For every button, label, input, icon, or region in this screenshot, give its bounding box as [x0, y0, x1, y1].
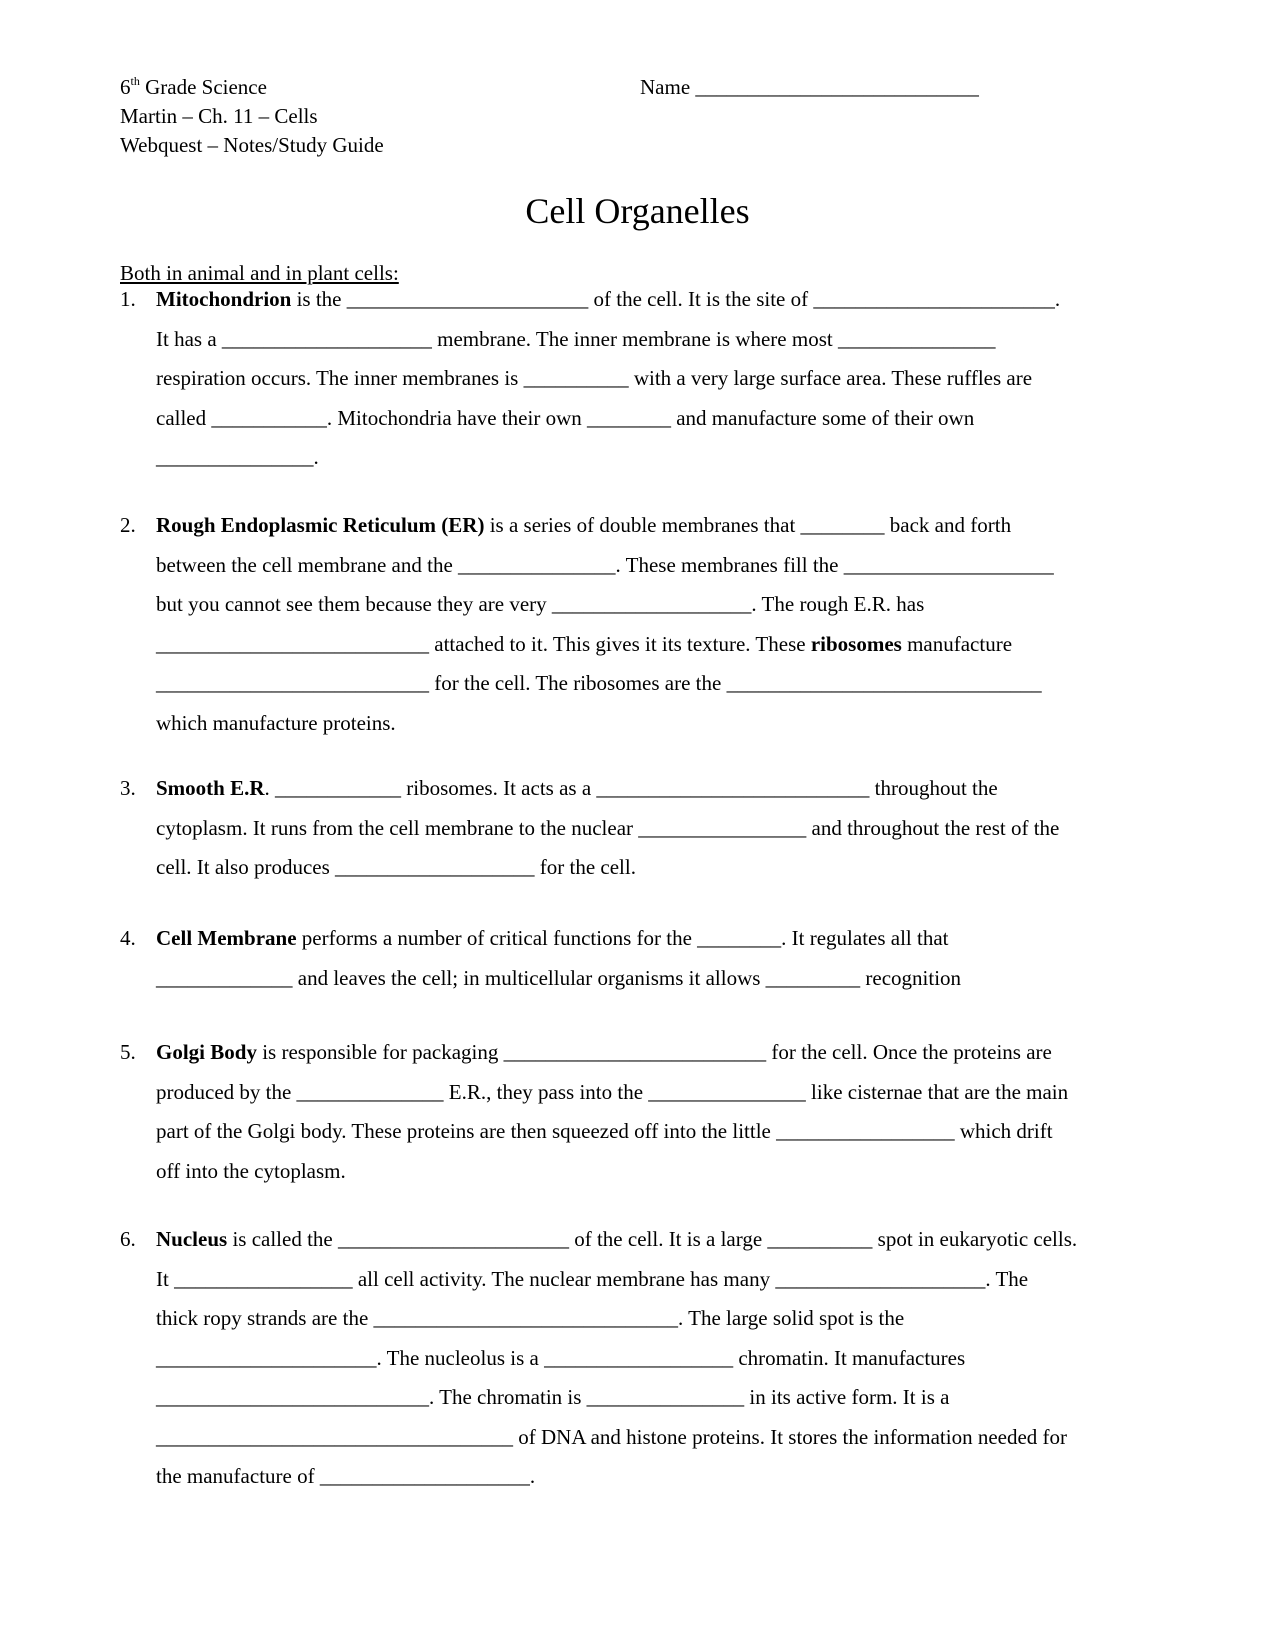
- question-line: the manufacture of ____________________.: [156, 1464, 536, 1488]
- assignment-label: Webquest – Notes/Study Guide: [120, 133, 384, 157]
- grade-suffix: th: [130, 74, 140, 88]
- question-line: __________________________________ of DNA and histone proteins. It stores the information needed for: [156, 1424, 1068, 1449]
- question-line: [156, 632, 1196, 672]
- grade-number: 6: [120, 75, 131, 99]
- term-label: Mitochondrion: [156, 287, 292, 311]
- line-text: manufacture: [901, 631, 1013, 656]
- question-line: part of the Golgi body. These proteins are then squeezed off into the little _________________ which drift: [156, 1119, 1053, 1143]
- question-line: which manufacture proteins.: [156, 710, 396, 735]
- question-number: 2.: [120, 513, 136, 537]
- question-line: [156, 287, 1196, 327]
- question-line: thick ropy strands are the _____________________________. The large solid spot is the: [156, 1306, 905, 1330]
- line-text: is the _______________________ of the cell. It is the site of _______________________.: [291, 287, 1061, 311]
- question-line: produced by the ______________ E.R., they pass into the _______________ like cisternae that are the main: [156, 1079, 1069, 1104]
- question-line: cell. It also produces ___________________ for the cell.: [156, 855, 636, 879]
- question-line: [156, 776, 1196, 816]
- question-line: _______________.: [156, 445, 319, 469]
- line-text: . ____________ ribosomes. It acts as a __________________________ throughout the: [264, 776, 998, 800]
- course-label: [120, 73, 384, 102]
- question-line: It has a ____________________ membrane. The inner membrane is where most _______________: [156, 326, 996, 351]
- line-text: is a series of double membranes that ________ back and forth: [484, 513, 1012, 537]
- question-number: 6.: [120, 1227, 136, 1251]
- line-text: is called the ______________________ of the cell. It is a large __________ spot in eukaryotic cells.: [227, 1227, 1078, 1251]
- teacher-chapter-label: Martin – Ch. 11 – Cells: [120, 104, 318, 128]
- term-label: Rough Endoplasmic Reticulum (ER): [156, 513, 485, 537]
- question-line: __________________________ for the cell. The ribosomes are the ______________________________: [156, 671, 1042, 695]
- question-line: off into the cytoplasm.: [156, 1158, 346, 1183]
- header-block: [120, 73, 384, 160]
- question-number: 3.: [120, 776, 136, 800]
- grade-text: Grade Science: [139, 75, 267, 99]
- question-line: _____________________. The nucleolus is a __________________ chromatin. It manufactures: [156, 1345, 966, 1370]
- question-line: [156, 513, 1196, 553]
- question-line: cytoplasm. It runs from the cell membrane to the nuclear ________________ and throughout the rest of the: [156, 815, 1060, 840]
- question-number: 4.: [120, 926, 136, 950]
- question-line: [156, 1227, 1196, 1267]
- term-label: ribosomes: [810, 631, 902, 656]
- question-line: between the cell membrane and the _______________. These membranes fill the ____________________: [156, 552, 1054, 577]
- page-title: Cell Organelles: [525, 191, 750, 231]
- term-label: Smooth E.R: [156, 776, 265, 800]
- line-text: __________________________ attached to it. This gives it its texture. These: [156, 631, 811, 656]
- question-line: It _________________ all cell activity. The nuclear membrane has many ____________________. The: [156, 1266, 1029, 1291]
- question-line: _____________ and leaves the cell; in multicellular organisms it allows _________ recognition: [156, 965, 962, 990]
- question-line: __________________________. The chromatin is _______________ in its active form. It is a: [156, 1385, 950, 1409]
- line-text: is responsible for packaging _________________________ for the cell. Once the proteins are: [256, 1040, 1052, 1064]
- section-subheading: Both in animal and in plant cells:: [120, 261, 399, 285]
- term-label: Golgi Body: [156, 1040, 257, 1064]
- name-field[interactable]: Name ___________________________: [640, 75, 979, 99]
- question-line: respiration occurs. The inner membranes is __________ with a very large surface area. These ruffles are: [156, 366, 1033, 390]
- question-number: 1.: [120, 287, 136, 311]
- question-line: [156, 1040, 1196, 1080]
- term-label: Nucleus: [156, 1227, 228, 1251]
- question-line: [156, 926, 1196, 966]
- question-line: called ___________. Mitochondria have their own ________ and manufacture some of their own: [156, 405, 975, 430]
- question-line: but you cannot see them because they are very ___________________. The rough E.R. has: [156, 592, 925, 616]
- line-text: performs a number of critical functions for the ________. It regulates all that: [296, 926, 949, 950]
- term-label: Cell Membrane: [156, 926, 297, 950]
- question-number: 5.: [120, 1040, 136, 1064]
